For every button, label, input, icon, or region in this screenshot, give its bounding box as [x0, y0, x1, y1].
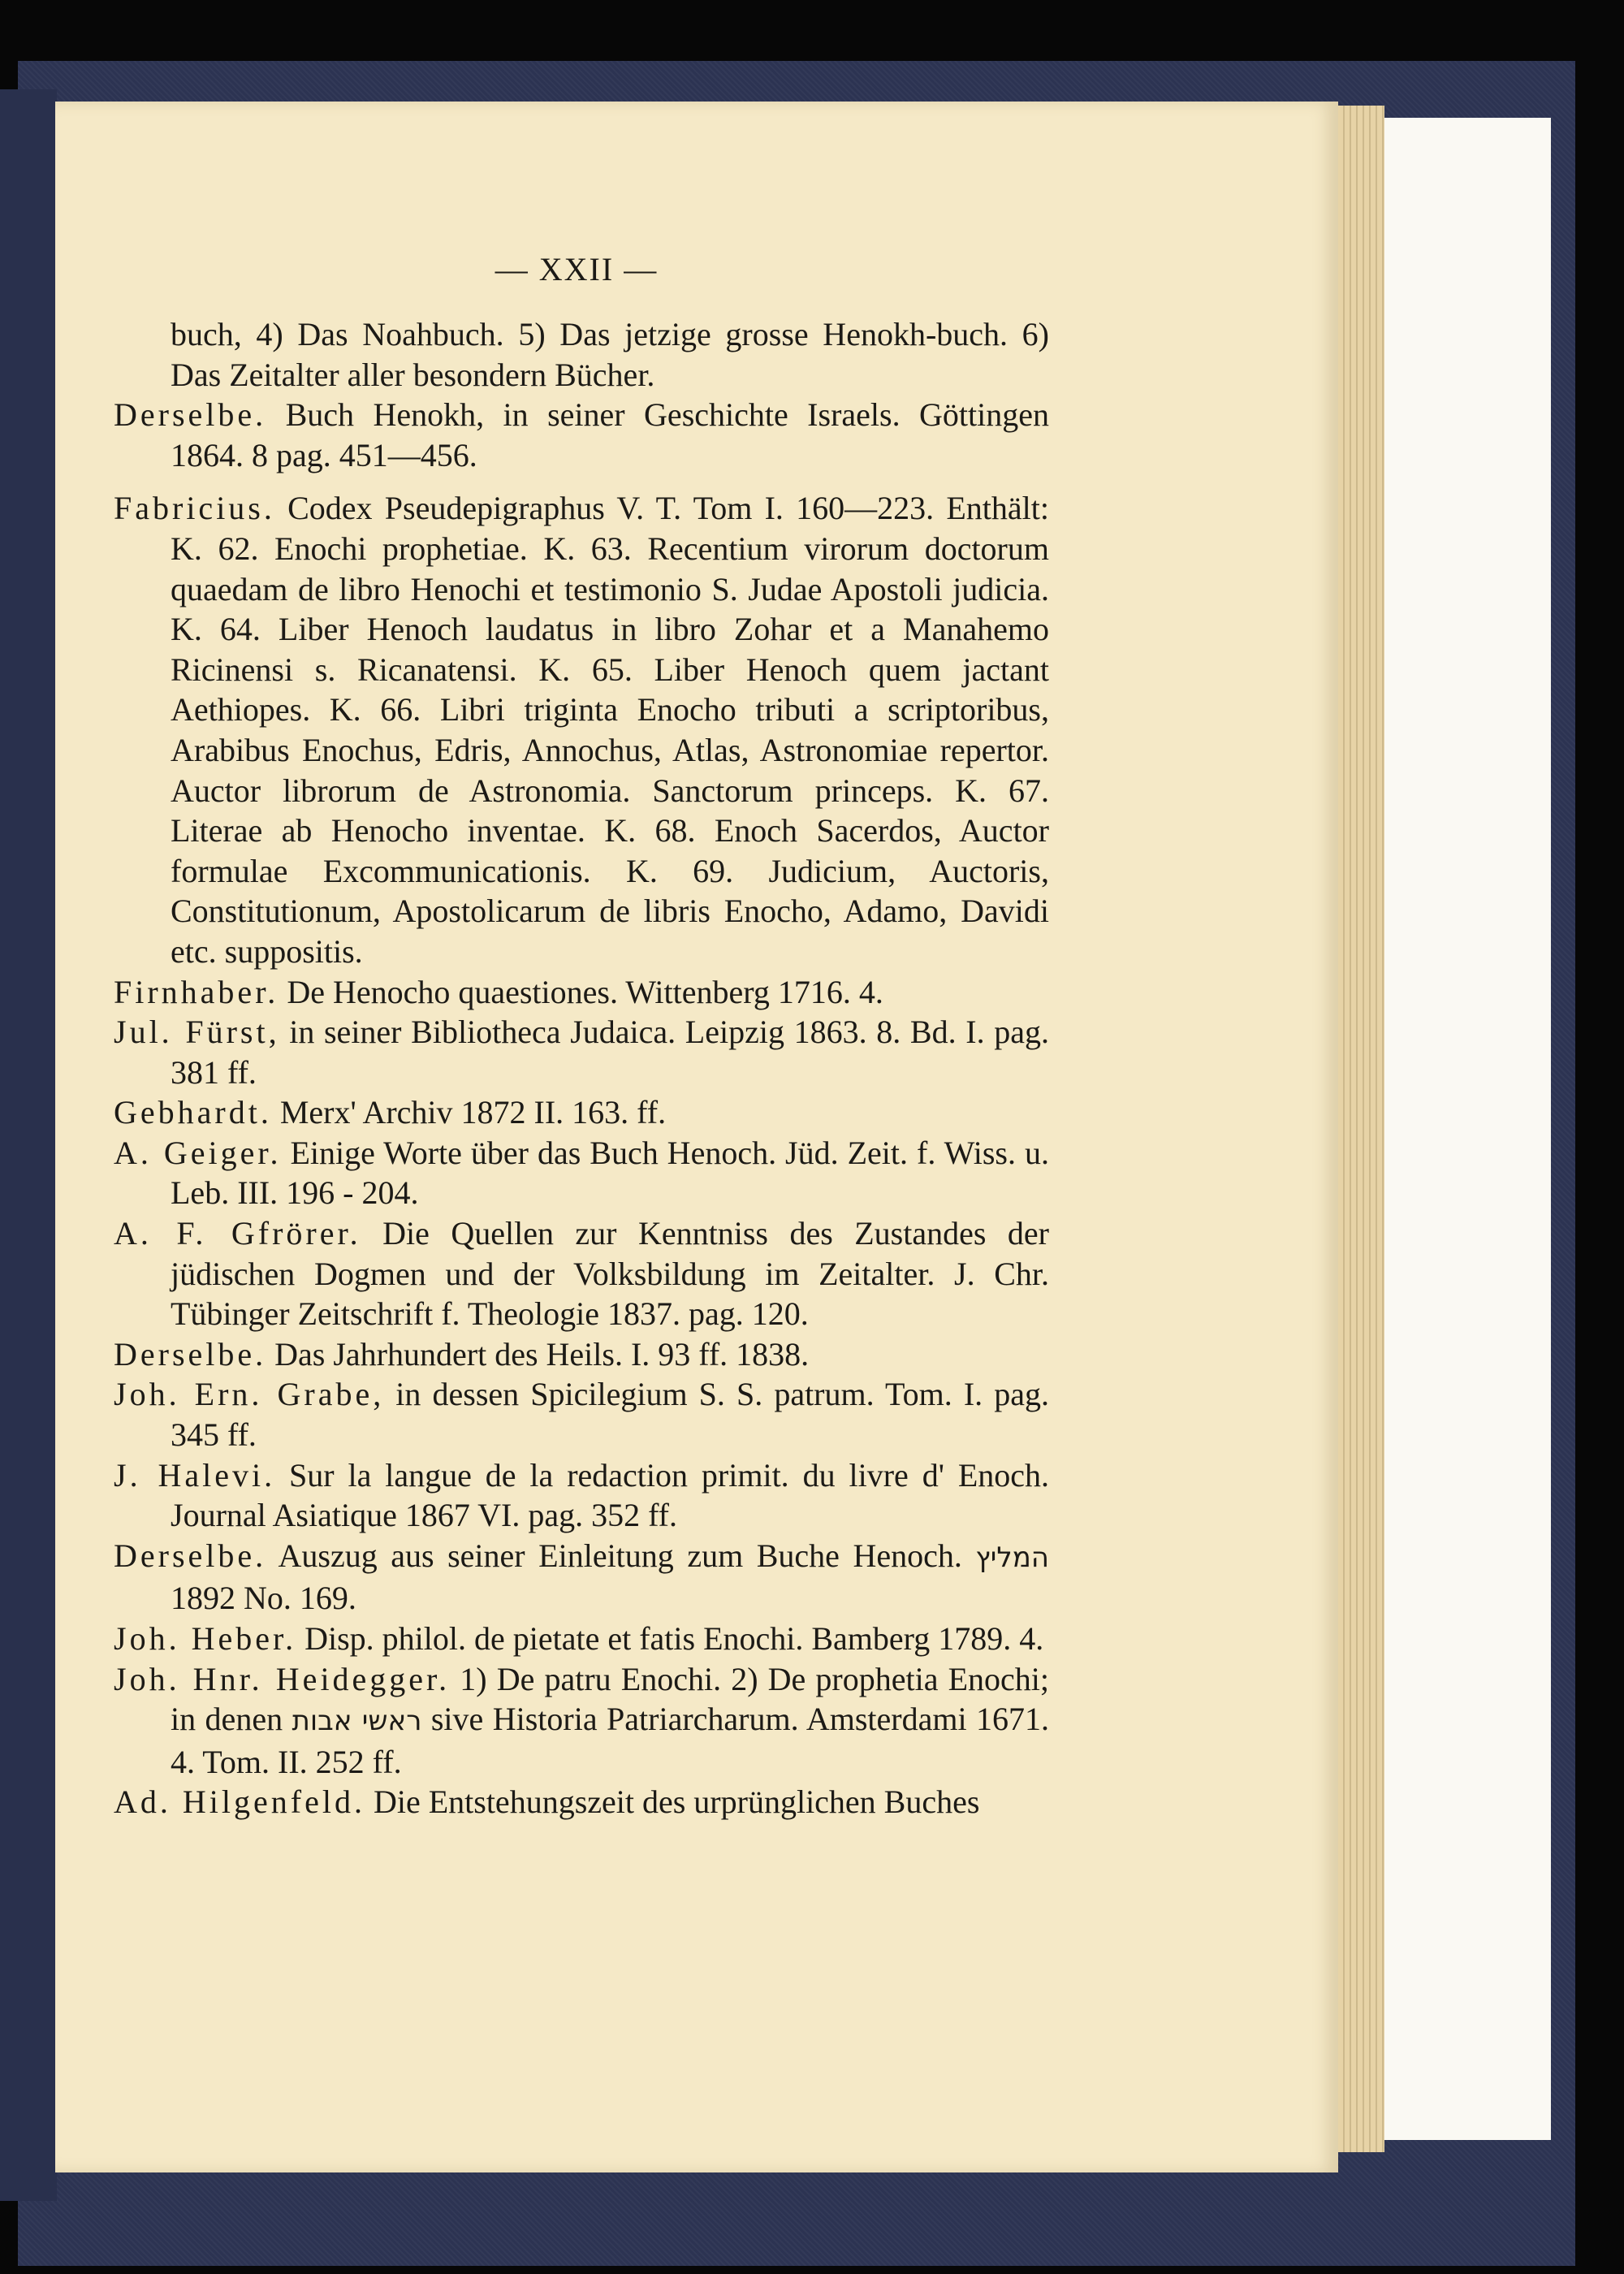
entry-text: Disp. philol. de pietate et fatis Enochi. Bamberg 1789. 4.: [296, 1620, 1044, 1657]
hebrew-title: ראשי אבות: [292, 1705, 422, 1738]
entry-text: in dessen Spicilegium S. S. patrum. Tom. I. pag. 345 ff.: [171, 1376, 1049, 1454]
entry-author: J. Halevi.: [114, 1456, 276, 1494]
bib-entry: [114, 1619, 1049, 1659]
entry-text: De Henocho quaestiones. Wittenberg 1716. 4.: [279, 973, 883, 1010]
bib-entry: [114, 1213, 1049, 1334]
entry-author: Jul. Fürst,: [114, 1014, 280, 1051]
bib-entry: [114, 1455, 1049, 1536]
entry-text: 1) De patru Enochi. 2) De prophetia Enochi; in denen: [171, 1660, 1049, 1738]
bib-entry: [114, 1012, 1049, 1092]
entry-author: Derselbe.: [114, 396, 267, 434]
entry-text: Die Quellen zur Kenntniss des Zustandes der jüdischen Dogmen und der Volksbildung im Zeitalter. J. Chr. Tübinger Zeitschrift f. Theologie 1837. pag. 120.: [171, 1215, 1049, 1333]
entry-text-after: 1892 No. 169.: [171, 1580, 356, 1617]
bib-entry: [114, 1092, 1049, 1133]
entry-author: Joh. Heber.: [114, 1620, 297, 1657]
bib-entry: [114, 1334, 1049, 1375]
entry-author: A. F. Gfrörer.: [114, 1215, 361, 1252]
entry-author: Joh. Hnr. Heidegger.: [114, 1660, 451, 1697]
entry-text: in seiner Bibliotheca Judaica. Leipzig 1863. 8. Bd. I. pag. 381 ff.: [171, 1014, 1049, 1091]
hebrew-title: המליץ: [975, 1541, 1049, 1574]
bib-entry: [114, 1536, 1049, 1619]
entry-author: Gebhardt.: [114, 1094, 272, 1131]
entry-text: Sur la langue de la redaction primit. du livre d' Enoch. Journal Asiatique 1867 VI. pag. 352 ff.: [171, 1456, 1050, 1534]
entry-text: Buch Henokh, in seiner Geschichte Israels. Göttingen 1864. 8 pag. 451—456.: [171, 396, 1049, 473]
entry-author: Firnhaber.: [114, 973, 279, 1010]
bib-entry: [114, 972, 1049, 1013]
continued-text: buch, 4) Das Noahbuch. 5) Das jetzige grosse Henokh-buch. 6) Das Zeitalter aller besondern Bücher.: [171, 316, 1049, 393]
page-edges: [1332, 106, 1384, 2152]
entry-text: Die Entstehungszeit des urprünglichen Buches: [365, 1783, 980, 1821]
entry-text: Das Jahrhundert des Heils. I. 93 ff. 1838.: [266, 1335, 810, 1373]
entry-author: A. Geiger.: [114, 1134, 282, 1171]
entry-author: Joh. Ern. Grabe,: [114, 1376, 385, 1413]
bib-entry: [114, 488, 1049, 971]
entry-text: Merx' Archiv 1872 II. 163. ff.: [271, 1094, 667, 1131]
entry-text-after: sive Historia Patriarcharum. Amsterdami 1671. 4. Tom. II. 252 ff.: [171, 1701, 1050, 1780]
bib-entry: [114, 1659, 1049, 1783]
entry-author: Derselbe.: [114, 1335, 267, 1373]
entry-author: Fabricius.: [114, 490, 275, 527]
bibliography-text: [114, 314, 1049, 1822]
bib-entry: [114, 1374, 1049, 1455]
endpaper-sheet: [1380, 118, 1551, 2140]
bib-entry: [114, 1133, 1049, 1213]
bib-entry: [114, 395, 1049, 475]
entry-text: Einige Worte über das Buch Henoch. Jüd. Zeit. f. Wiss. u. Leb. III. 196 - 204.: [171, 1134, 1049, 1212]
entry-author: Ad. Hilgenfeld.: [114, 1783, 365, 1821]
bib-entry: [114, 1782, 1049, 1822]
left-cover-edge: [0, 89, 57, 2201]
page-number-header: — XXII —: [495, 251, 659, 287]
entry-text: Codex Pseudepigraphus V. T. Tom I. 160—223. Enthält: K. 62. Enochi prophetiae. K. 63. Recentium virorum doctorum quaedam de libro Henochi et testimonio S. Judae Apostoli judicia. K. 64. Liber Henoch laudatus in libro Zohar et a Manahemo Ricinensi s. Ricanatensi. K. 65. Liber Henoch quem jactant Aethiopes. K. 66. Libri triginta Enocho tributi a scriptoribus, Arabibus Enochus, Edris, Annochus, Atlas, Astronomiae repertor. Auctor librorum de Astronomia. Sanctorum princeps. K. 67. Literae ab Henocho inventae. K. 68. Enoch Sacerdos, Auctor formulae Excommunicationis. K. 69. Judicium, Auctoris, Constitutionum, Apostolicarum de libris Enocho, Adamo, Davidi etc. suppositis.: [171, 490, 1049, 970]
entry-author: Derselbe.: [114, 1537, 267, 1574]
entry-text: Auszug aus seiner Einleitung zum Buche Henoch.: [266, 1537, 962, 1574]
